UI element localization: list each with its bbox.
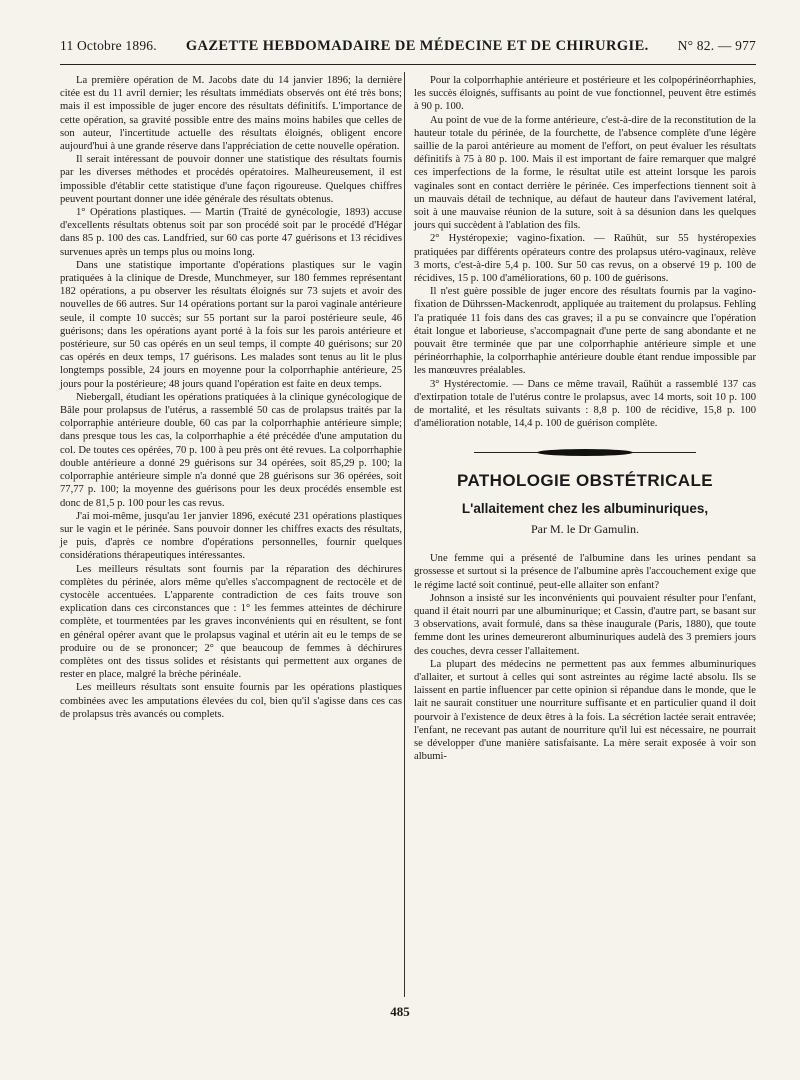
paragraph: Niebergall, étudiant les opérations pratiquées à la clinique gynécologique de Bâle pour prolapsus de l'utérus, a rassemblé 50 cas de prolapsus traités par la colporraphie antérieure double, 60 cas par la colporrhaphie antérieure simple; dans presque tous les cas, la colporrhaphie a été précédée d'une amputation du col. De toutes ces opérées, 70 p. 100 à peu près ont été revues. La colporrhaphie double antérieure a donné 29 guérisons sur 34 opérées, soit 85,29 p. 100; la colporraphie antérieure simple n'a donné que 28 guérisons sur 36 opérées, soit 77,77 p. 100; la moyenne des guérisons pour les deux procédés ensemble est donc de 81,5 p. 100 pour les cas revus. <box>60 391 402 509</box>
header-date: 11 Octobre 1896. <box>60 38 157 53</box>
paragraph: La plupart des médecins ne permettent pas aux femmes albuminuriques d'allaiter, et surtout à celles qui sont astreintes au régime lacté absolu. Ils se laissent en partie influencer par cette opinion si répandue dans le monde, que le lait ne saurait constituer une nourriture suffisante et en particulier quand il doit pourvoir à l'existence de deux êtres à la fois. La sécrétion lactée serait entravée; l'enfant, ne recevant pas autant de nourriture qu'il lui est nécessaire, ne pourrait se développer d'une manière satisfaisante. La mère serait exposée à voir son albumi- <box>414 658 756 763</box>
header-journal-title: GAZETTE HEBDOMADAIRE DE MÉDECINE ET DE CHIRURGIE. <box>185 38 649 54</box>
article-title: L'allaitement chez les albuminuriques, <box>461 500 709 516</box>
paragraph: J'ai moi-même, jusqu'au 1er janvier 1896, exécuté 231 opérations plastiques sur le vagin et le périnée. Sans pouvoir donner les chiffres exacts des résultats, je puis, d'après ce nombre d'opérations personnelles, fournir quelques considérations thérapeutiques intéressantes. <box>60 510 402 562</box>
paragraph: Une femme qui a présenté de l'albumine dans les urines pendant sa grossesse et surtout si la présence de l'albumine après l'accouchement exige que le régime lacté soit continué, peut-elle allaiter son enfant? <box>414 553 756 591</box>
paragraph: Au point de vue de la forme antérieure, c'est-à-dire de la reconstitution de la hauteur totale du périnée, de la fourchette, de l'absence complète d'une légère saillie de la paroi antérieure au moment de l'effort, on peut évaluer les résultats définitifs à 75 à 80 p. 100. Mais il est important de faire remarquer que malgré ces imperfections de la forme, le résultat utile est atteint lorsque les parois vaginales sont en contact derrière le périnée. Ces imperfections tiennent soit à un mauvais détail de technique, au défaut de hauteur dans l'avivement latéral, soit à une mauvaise réunion de la suture, soit à sa désunion dans les quelques jours qui succèdent à l'ablation des fils. <box>414 114 756 232</box>
paragraph: 3° Hystérectomie. — Dans ce même travail, Raühüt a rassemblé 137 cas d'extirpation totale de l'utérus contre le prolapsus, avec 14 morts, soit 10 p. 100 de mortalité, et les résultats suivants : 8,8 p. 100 de récidive, 15,8 p. 100 d'amélioration notable, 14,4 p. 100 de guérison complète. <box>414 378 756 430</box>
right-column <box>414 74 756 763</box>
section-separator <box>414 438 756 468</box>
paragraph: Les meilleurs résultats sont fournis par la réparation des déchirures complètes du périnée, alors même qu'elles s'accompagnent de rectocèle et de cystocèle accentuées. L'apparente contradiction de ces faits trouve son explication dans ces circonstances que : 1° les femmes atteintes de déchirure complète, et tourmentées par les graves inconvénients qui en résultent, se font en général opérer avant que le prolapsus vaginal et utérin ait eu le temps de se produire ou de se prononcer; 2° que beaucoup de femmes à déchirures complètes ont des tissus solides et résistants qui permettent aux organes de rester en place, malgré la brèche périnéale. <box>60 563 402 681</box>
article-byline: Par M. le Dr Gamulin. <box>531 521 639 536</box>
paragraph: 1° Opérations plastiques. — Martin (Traité de gynécologie, 1893) accuse d'excellents résultats obtenus soit par son procédé soit par le procédé d'Hégar dans 85 p. 100 des cas. Landfried, sur 60 cas porte 47 guérisons et 13 récidives survenues après un temps plus ou moins long. <box>60 207 402 258</box>
paragraph: Pour la colporrhaphie antérieure et postérieure et les colpopérinéorrhaphies, les succès éloignés, suffisants au point de vue fonctionnel, peuvent être estimés à 90 p. 100. <box>414 75 756 113</box>
separator-ornament <box>537 449 633 456</box>
paragraph: Dans une statistique importante d'opérations plastiques sur le vagin pratiquées à la clinique de Dresde, Munchmeyer, sur 180 femmes représentant 182 opérations, a pu observer les résultats éloignés sur 73 sujets et avoir des nouvelles de 66 autres. Sur 14 opérations portant sur la paroi vaginale antérieure seule, il compte 10 succès; sur 55 portant sur la paroi postérieure seule, 46 guérisons; dans les opérations ayant porté à la fois sur les parois antérieure et postérieure, sur 50 cas opérés en un seul temps, il compte 40 guérisons; sur 20 cas opérés en deux temps, 17 guérisons. Les malades sont tenus au lit le plus longtemps possible, 24 jours en moyenne pour la colporrhaphie antérieure, 25 jours pour la postérieure; 48 jours quand l'opération est faite en deux temps. <box>60 259 402 390</box>
header-issue-page: N° 82. — 977 <box>677 38 756 53</box>
paragraph: 2° Hystéropexie; vagino-fixation. — Raühüt, sur 55 hystéropexies pratiquées par différents opérateurs contre des prolapsus utéro-vaginaux, relève 3 morts, c'est-à-dire 5,4 p. 100. Sur 50 cas revus, on a observé 19 p. 100 de récidives, 15 p. 100 d'améliorations, 60 p. 100 de guérisons. <box>414 233 756 285</box>
paragraph: Il n'est guère possible de juger encore des résultats fournis par la vagino-fixation de Dührssen-Mackenrodt, appliquée au traitement du prolapsus. Fehling l'a pratiquée 11 fois dans des cas graves; il a pu se convaincre que l'opération était longue et laborieuse, s'accompagnait d'une perte de sang abondante et ne pouvait être terminée que par une colporrhaphie antérieure simple et une périnéorrhaphie, la colporrhaphie antérieure double étant rendue impossible par les manœuvres préalables. <box>414 286 756 377</box>
header-rule <box>60 64 756 65</box>
column-divider <box>404 72 405 997</box>
paragraph: Il serait intéressant de pouvoir donner une statistique des résultats fournis par les diverses méthodes et procédés opératoires. Malheureusement, il est impossible d'établir cette statistique d'une façon rigoureuse. Quelques chiffres peuvent pourtant donner une idée générale des résultats obtenus. <box>60 154 402 205</box>
paragraph: Les meilleurs résultats sont ensuite fournis par les opérations plastiques combinées avec les amputations élevées du col, bien qu'il s'agisse dans ces cas de prolapsus très avancés ou complets. <box>60 682 402 720</box>
section-heading: PATHOLOGIE OBSTÉTRICALE <box>456 471 713 491</box>
paragraph: Johnson a insisté sur les inconvénients qui pouvaient résulter pour l'enfant, quand il était nourri par une albuminurique; et Cassin, d'autre part, se basant sur 3 observations, avait formulé, dans sa thèse inaugurale (Paris, 1880), que toute femme dont les urines demeureront albuminuriques audelà des 3 premiers jours des couches, devra cesser l'allaitement. <box>414 592 756 657</box>
left-column <box>60 74 402 721</box>
paragraph: La première opération de M. Jacobs date du 14 janvier 1896; la dernière citée est du 11 avril dernier; les résultats immédiats observés ont été très bons; mais il est impossible de juger encore des résultats définitifs. L'importance de cette opération, sa gravité possible entre des mains moins habiles que celles de son auteur, l'incertitude actuelle des résultats éloignés, obligent encore aujourd'hui à une grande réserve dans l'appréciation de cette nouvelle opération. <box>60 75 402 153</box>
page-folio: 485 <box>390 1004 410 1019</box>
running-header <box>60 38 756 60</box>
